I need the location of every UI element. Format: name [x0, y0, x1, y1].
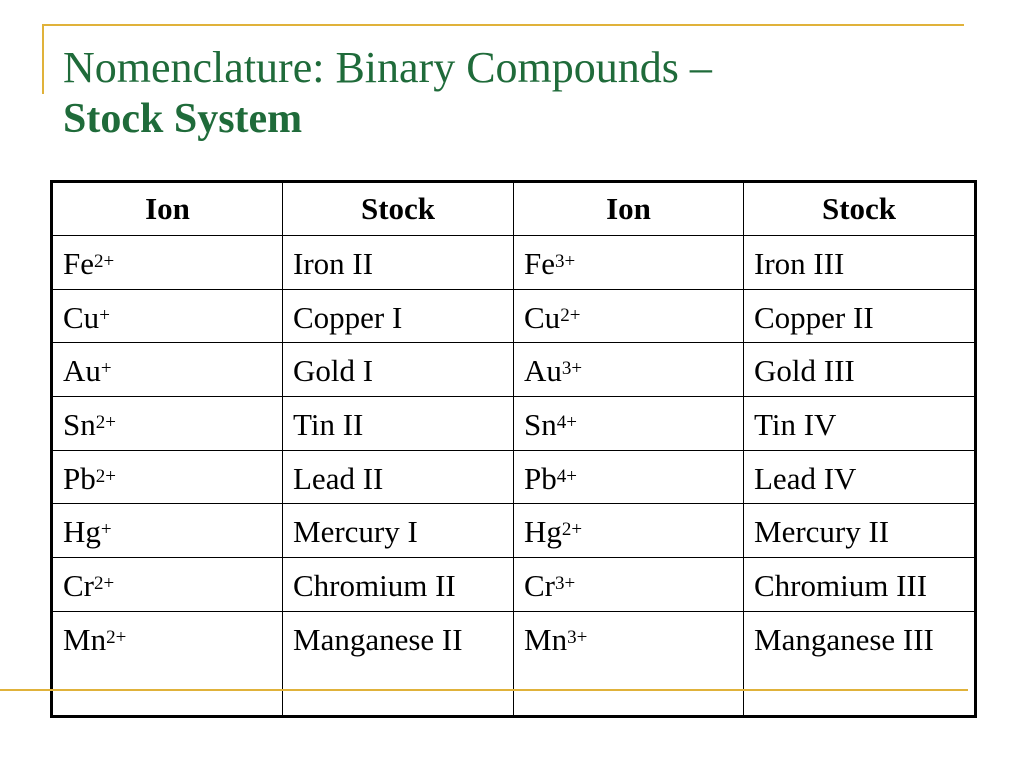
ion-symbol: Au	[63, 353, 101, 389]
ion-cell	[52, 397, 283, 451]
table-header-row	[52, 182, 976, 236]
header-ion-1: Ion	[52, 182, 283, 236]
top-accent-rule	[42, 24, 964, 26]
ion-charge: 4+	[556, 465, 577, 487]
table-row	[52, 450, 976, 504]
header-stock-1: Stock	[283, 182, 514, 236]
ion-symbol: Pb	[524, 460, 557, 496]
ion-symbol: Mn	[524, 621, 568, 657]
ion-symbol: Pb	[63, 460, 96, 496]
ion-cell	[52, 343, 283, 397]
ion-charge: 2+	[560, 304, 581, 326]
stock-name-cell: Mercury I	[283, 504, 514, 558]
stock-name-cell: Lead II	[283, 450, 514, 504]
ion-symbol: Sn	[63, 407, 96, 443]
stock-name-cell: Lead IV	[744, 450, 976, 504]
title-line-1: Nomenclature: Binary Compounds –	[63, 43, 712, 92]
ion-symbol: Cu	[524, 299, 561, 335]
ion-cell	[514, 611, 744, 716]
ion-symbol: Hg	[524, 514, 562, 550]
left-accent-rule	[42, 24, 44, 94]
stock-name-cell: Gold III	[744, 343, 976, 397]
ion-cell	[52, 236, 283, 290]
stock-name-cell: Chromium II	[283, 558, 514, 612]
ion-symbol: Au	[524, 353, 562, 389]
ion-charge: 2+	[106, 626, 127, 648]
title-line-2: Stock System	[63, 96, 303, 142]
ion-symbol: Hg	[63, 514, 101, 550]
stock-name-cell: Iron II	[283, 236, 514, 290]
slide-title	[63, 42, 712, 144]
ion-symbol: Cr	[524, 568, 555, 604]
ion-charge: 2+	[95, 465, 116, 487]
ion-symbol: Cr	[63, 568, 94, 604]
table-row	[52, 397, 976, 451]
stock-name-cell: Tin II	[283, 397, 514, 451]
ion-symbol: Cu	[63, 299, 100, 335]
table-row	[52, 504, 976, 558]
ion-charge: 3+	[561, 358, 583, 380]
stock-name-cell: Gold I	[283, 343, 514, 397]
ion-charge: 2+	[94, 573, 115, 595]
table-row	[52, 289, 976, 343]
table-row	[52, 611, 976, 716]
ion-cell	[514, 289, 744, 343]
table-row	[52, 558, 976, 612]
stock-name-cell: Chromium III	[744, 558, 976, 612]
ion-charge: 3+	[555, 573, 576, 595]
stock-name-cell: Mercury II	[744, 504, 976, 558]
ion-charge: 2+	[94, 251, 115, 272]
ion-symbol: Mn	[63, 621, 107, 657]
ion-cell	[514, 558, 744, 612]
stock-name-cell: Tin IV	[744, 397, 976, 451]
ion-charge: 3+	[555, 251, 576, 272]
stock-name-cell: Iron III	[744, 236, 976, 290]
ion-charge: 4+	[556, 412, 577, 434]
ion-stock-table	[50, 180, 977, 718]
stock-name-cell: Copper I	[283, 289, 514, 343]
ion-cell	[52, 450, 283, 504]
ion-charge: 2+	[95, 412, 116, 434]
ion-charge: +	[99, 304, 110, 326]
ion-cell	[52, 504, 283, 558]
ion-cell	[514, 397, 744, 451]
stock-name-cell: Manganese II	[283, 611, 514, 716]
header-stock-2: Stock	[744, 182, 976, 236]
ion-cell	[514, 504, 744, 558]
ion-symbol: Sn	[524, 407, 557, 443]
ion-charge: +	[100, 358, 112, 380]
ion-cell	[514, 450, 744, 504]
ion-charge: +	[100, 519, 112, 541]
ion-charge: 3+	[567, 626, 588, 648]
ion-symbol: Fe	[524, 246, 555, 281]
table-row	[52, 236, 976, 290]
stock-name-cell: Copper II	[744, 289, 976, 343]
ion-cell	[52, 558, 283, 612]
ion-cell	[514, 236, 744, 290]
ion-cell	[514, 343, 744, 397]
header-ion-2: Ion	[514, 182, 744, 236]
ion-symbol: Fe	[63, 246, 94, 281]
bottom-accent-rule	[0, 689, 968, 691]
ion-charge: 2+	[561, 519, 583, 541]
table-row	[52, 343, 976, 397]
ion-cell	[52, 611, 283, 716]
ion-cell	[52, 289, 283, 343]
stock-name-cell: Manganese III	[744, 611, 976, 716]
